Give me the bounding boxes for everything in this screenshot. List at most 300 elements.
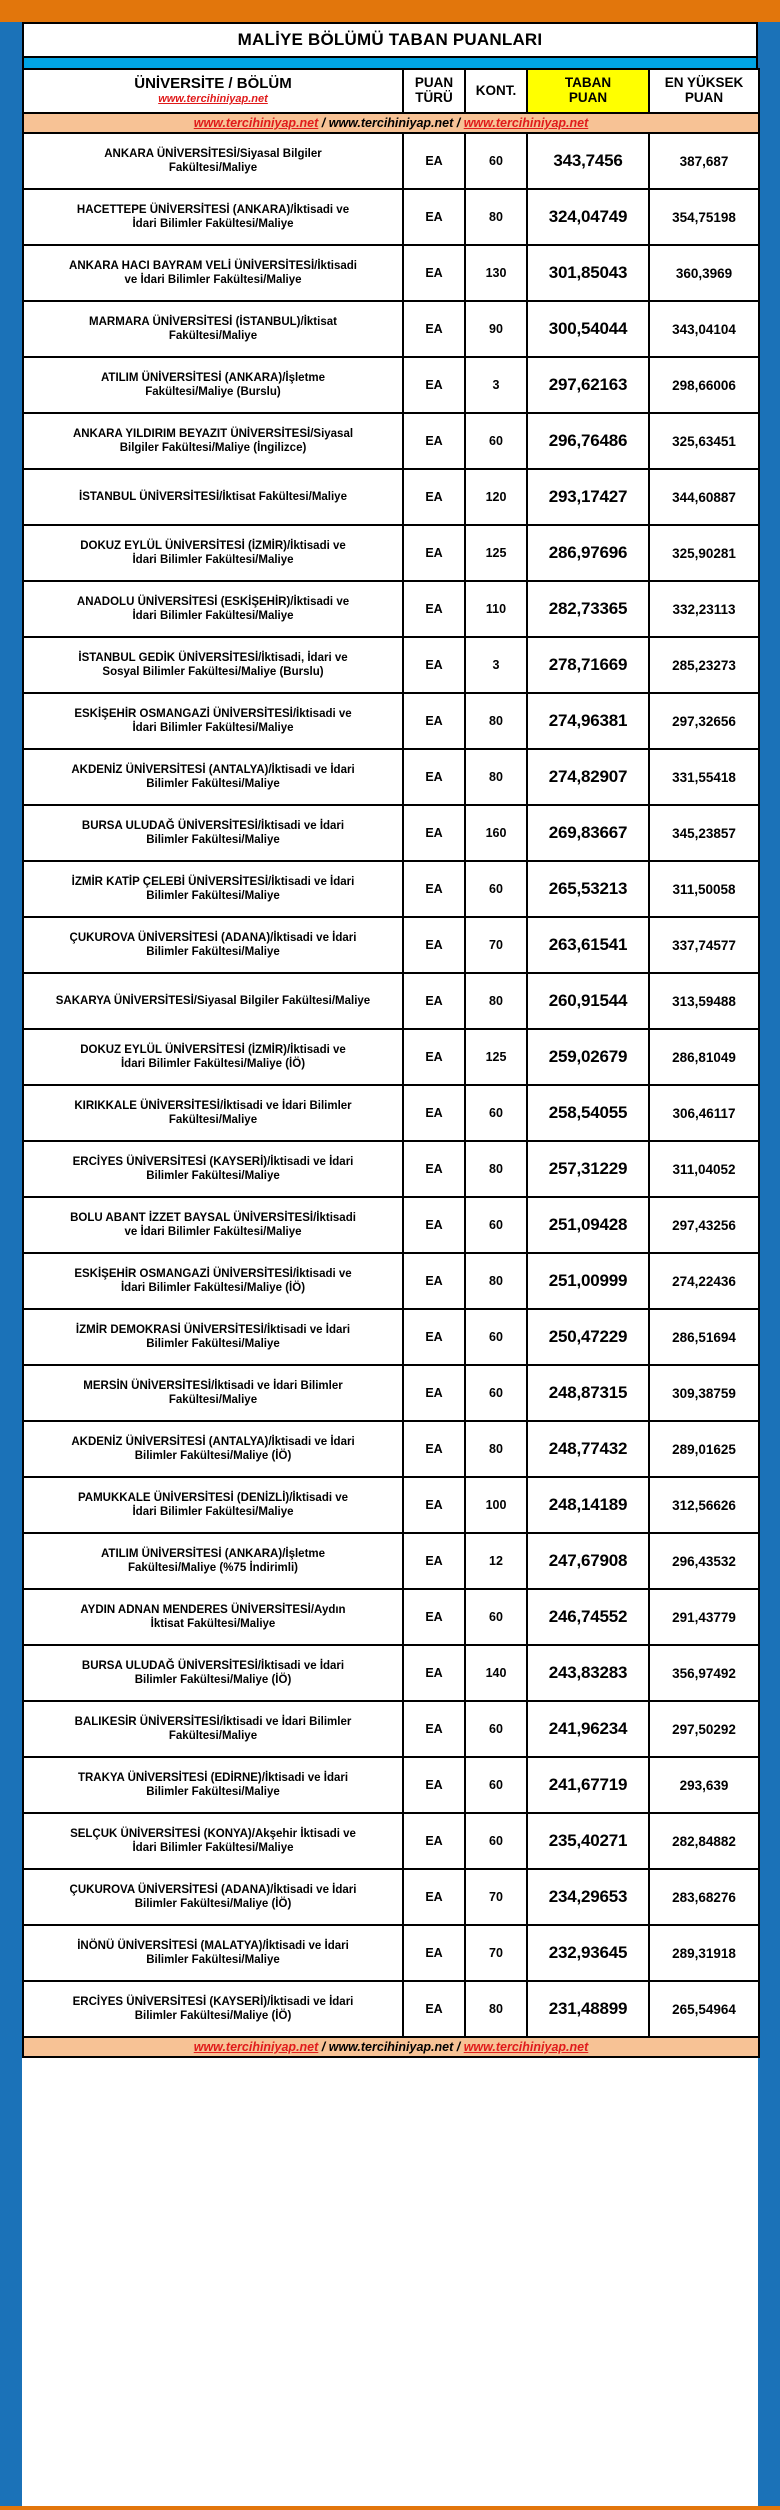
cell-score-type: EA xyxy=(403,917,465,973)
cell-min-score: 297,62163 xyxy=(527,357,649,413)
program-name-line-1: ATILIM ÜNİVERSİTESİ (ANKARA)/İşletme xyxy=(100,1547,326,1560)
cell-university-program xyxy=(23,1645,403,1701)
program-name-line-1: AYDIN ADNAN MENDERES ÜNİVERSİTESİ/Aydın xyxy=(80,1603,346,1616)
cell-quota: 3 xyxy=(465,637,527,693)
header-row xyxy=(23,69,759,113)
column-header-score-type xyxy=(403,69,465,113)
table-row[interactable] xyxy=(23,1813,759,1869)
table-row[interactable] xyxy=(23,693,759,749)
cell-quota: 60 xyxy=(465,861,527,917)
cell-quota: 80 xyxy=(465,189,527,245)
cell-max-score: 297,43256 xyxy=(649,1197,759,1253)
cell-university-program xyxy=(23,1309,403,1365)
cell-max-score: 296,43532 xyxy=(649,1533,759,1589)
cell-score-type: EA xyxy=(403,1421,465,1477)
cell-score-type: EA xyxy=(403,1701,465,1757)
cell-min-score: 248,87315 xyxy=(527,1365,649,1421)
table-row[interactable] xyxy=(23,861,759,917)
cell-score-type: EA xyxy=(403,1365,465,1421)
cell-score-type: EA xyxy=(403,189,465,245)
table-row[interactable] xyxy=(23,1757,759,1813)
program-name-line-1: KIRIKKALE ÜNİVERSİTESİ/İktisadi ve İdari Bilimler xyxy=(74,1099,352,1112)
cell-max-score: 360,3969 xyxy=(649,245,759,301)
column-header-university-label: ÜNİVERSİTE / BÖLÜM xyxy=(134,74,292,92)
cell-min-score: 257,31229 xyxy=(527,1141,649,1197)
cell-max-score: 291,43779 xyxy=(649,1589,759,1645)
cell-university-program xyxy=(23,973,403,1029)
cell-score-type: EA xyxy=(403,581,465,637)
cell-score-type: EA xyxy=(403,525,465,581)
table-row[interactable] xyxy=(23,357,759,413)
cell-min-score: 265,53213 xyxy=(527,861,649,917)
cell-quota: 120 xyxy=(465,469,527,525)
url-banner-row-top xyxy=(23,113,759,133)
program-name-line-1: HACETTEPE ÜNİVERSİTESİ (ANKARA)/İktisadi ve xyxy=(76,203,350,216)
cell-university-program xyxy=(23,189,403,245)
program-name-line-1: İZMİR KATİP ÇELEBİ ÜNİVERSİTESİ/İktisadi ve İdari xyxy=(71,875,355,888)
program-name-line-1: ANADOLU ÜNİVERSİTESİ (ESKİŞEHİR)/İktisadi ve xyxy=(76,595,350,608)
cell-quota: 80 xyxy=(465,1253,527,1309)
cell-score-type: EA xyxy=(403,1589,465,1645)
min-score-line2: PUAN xyxy=(568,90,608,105)
cell-max-score: 309,38759 xyxy=(649,1365,759,1421)
cell-max-score: 298,66006 xyxy=(649,357,759,413)
cell-university-program xyxy=(23,1813,403,1869)
cell-min-score: 343,7456 xyxy=(527,133,649,189)
cell-quota: 3 xyxy=(465,357,527,413)
cell-max-score: 325,63451 xyxy=(649,413,759,469)
cell-quota: 80 xyxy=(465,749,527,805)
table-row[interactable] xyxy=(23,1253,759,1309)
cell-university-program xyxy=(23,469,403,525)
cell-min-score: 251,09428 xyxy=(527,1197,649,1253)
cell-score-type: EA xyxy=(403,357,465,413)
program-name-line-1: SAKARYA ÜNİVERSİTESİ/Siyasal Bilgiler Fakültesi/Maliye xyxy=(55,994,371,1007)
program-name-line-2: Bilimler Fakültesi/Maliye (İÖ) xyxy=(134,1898,292,1910)
cell-score-type: EA xyxy=(403,1253,465,1309)
cell-score-type: EA xyxy=(403,1085,465,1141)
cell-min-score: 258,54055 xyxy=(527,1085,649,1141)
cell-score-type: EA xyxy=(403,1869,465,1925)
program-name-line-2: Fakültesi/Maliye xyxy=(168,162,258,174)
cell-university-program xyxy=(23,805,403,861)
cell-score-type: EA xyxy=(403,1813,465,1869)
program-name-line-1: İSTANBUL GEDİK ÜNİVERSİTESİ/İktisadi, İdari ve xyxy=(78,651,348,664)
table-row[interactable] xyxy=(23,1589,759,1645)
cell-min-score: 293,17427 xyxy=(527,469,649,525)
banner-url-2[interactable]: www.tercihiniyap.net xyxy=(328,2040,454,2054)
program-name-line-1: ERCİYES ÜNİVERSİTESİ (KAYSERİ)/İktisadi ve İdari xyxy=(72,1995,354,2008)
table-row[interactable] xyxy=(23,1365,759,1421)
cell-min-score: 241,96234 xyxy=(527,1701,649,1757)
cell-score-type: EA xyxy=(403,1477,465,1533)
cell-university-program xyxy=(23,1925,403,1981)
program-name-line-1: BURSA ULUDAĞ ÜNİVERSİTESİ/İktisadi ve İdari xyxy=(81,1659,345,1672)
cell-min-score: 300,54044 xyxy=(527,301,649,357)
cell-max-score: 311,50058 xyxy=(649,861,759,917)
table-row[interactable] xyxy=(23,189,759,245)
cell-quota: 60 xyxy=(465,1085,527,1141)
program-name-line-2: Bilimler Fakültesi/Maliye xyxy=(146,834,280,846)
cell-min-score: 248,14189 xyxy=(527,1477,649,1533)
cell-university-program xyxy=(23,1421,403,1477)
column-header-max-score xyxy=(649,69,759,113)
program-name-line-2: İdari Bilimler Fakültesi/Maliye xyxy=(132,554,294,566)
cell-quota: 60 xyxy=(465,1309,527,1365)
cell-quota: 60 xyxy=(465,1813,527,1869)
cell-university-program xyxy=(23,1757,403,1813)
program-name-line-1: BOLU ABANT İZZET BAYSAL ÜNİVERSİTESİ/İktisadi xyxy=(70,1211,356,1224)
page-title: MALİYE BÖLÜMÜ TABAN PUANLARI xyxy=(237,30,543,49)
score-type-line2: TÜRÜ xyxy=(415,90,453,105)
bottom-orange-band xyxy=(0,2506,780,2510)
program-name-line-2: Bilimler Fakültesi/Maliye xyxy=(146,1954,280,1966)
url-banner-row-bottom xyxy=(23,2037,759,2057)
table-row[interactable] xyxy=(23,1141,759,1197)
program-name-line-1: PAMUKKALE ÜNİVERSİTESİ (DENİZLİ)/İktisadi ve xyxy=(77,1491,349,1504)
cell-min-score: 274,82907 xyxy=(527,749,649,805)
program-name-line-1: BALIKESİR ÜNİVERSİTESİ/İktisadi ve İdari Bilimler xyxy=(74,1715,352,1728)
cell-quota: 12 xyxy=(465,1533,527,1589)
cell-university-program xyxy=(23,749,403,805)
table-row[interactable] xyxy=(23,581,759,637)
column-header-quota xyxy=(465,69,527,113)
cell-quota: 70 xyxy=(465,917,527,973)
cell-score-type: EA xyxy=(403,1029,465,1085)
table-row[interactable] xyxy=(23,637,759,693)
program-name-line-1: ANKARA ÜNİVERSİTESİ/Siyasal Bilgiler xyxy=(104,147,322,160)
cell-min-score: 282,73365 xyxy=(527,581,649,637)
cell-max-score: 337,74577 xyxy=(649,917,759,973)
cell-min-score: 274,96381 xyxy=(527,693,649,749)
cell-min-score: 232,93645 xyxy=(527,1925,649,1981)
scores-table xyxy=(22,68,760,2058)
cell-score-type: EA xyxy=(403,1925,465,1981)
program-name-line-1: DOKUZ EYLÜL ÜNİVERSİTESİ (İZMİR)/İktisadi ve xyxy=(80,539,346,552)
cell-min-score: 286,97696 xyxy=(527,525,649,581)
program-name-line-1: ANKARA YILDIRIM BEYAZIT ÜNİVERSİTESİ/Siyasal xyxy=(72,427,354,440)
cell-score-type: EA xyxy=(403,637,465,693)
banner-url-1[interactable]: www.tercihiniyap.net xyxy=(193,2040,319,2054)
cell-score-type: EA xyxy=(403,805,465,861)
table-row[interactable] xyxy=(23,133,759,189)
program-name-line-2: Bilimler Fakültesi/Maliye xyxy=(146,890,280,902)
table-row[interactable] xyxy=(23,1421,759,1477)
cell-min-score: 241,67719 xyxy=(527,1757,649,1813)
top-orange-band xyxy=(0,0,780,22)
cell-score-type: EA xyxy=(403,1141,465,1197)
cell-score-type: EA xyxy=(403,413,465,469)
left-blue-rail xyxy=(0,22,22,2510)
column-header-min-score xyxy=(527,69,649,113)
cell-university-program xyxy=(23,637,403,693)
program-name-line-2: Bilimler Fakültesi/Maliye (İÖ) xyxy=(134,2010,292,2022)
banner-url-3[interactable]: www.tercihiniyap.net xyxy=(463,2040,589,2054)
program-name-line-1: DOKUZ EYLÜL ÜNİVERSİTESİ (İZMİR)/İktisadi ve xyxy=(80,1043,346,1056)
cell-max-score: 332,23113 xyxy=(649,581,759,637)
cell-min-score: 243,83283 xyxy=(527,1645,649,1701)
program-name-line-2: Fakültesi/Maliye xyxy=(168,1730,258,1742)
program-name-line-1: BURSA ULUDAĞ ÜNİVERSİTESİ/İktisadi ve İdari xyxy=(81,819,345,832)
program-name-line-2: Sosyal Bilimler Fakültesi/Maliye (Burslu) xyxy=(102,666,324,678)
cell-min-score: 234,29653 xyxy=(527,1869,649,1925)
cell-quota: 60 xyxy=(465,1589,527,1645)
cell-quota: 60 xyxy=(465,413,527,469)
cell-university-program xyxy=(23,413,403,469)
program-name-line-1: ANKARA HACI BAYRAM VELİ ÜNİVERSİTESİ/İktisadi xyxy=(69,259,357,272)
cell-score-type: EA xyxy=(403,301,465,357)
cell-university-program xyxy=(23,1197,403,1253)
cell-score-type: EA xyxy=(403,133,465,189)
cell-max-score: 286,81049 xyxy=(649,1029,759,1085)
url-banner-cell[interactable] xyxy=(23,113,759,133)
cell-max-score: 306,46117 xyxy=(649,1085,759,1141)
program-name-line-1: TRAKYA ÜNİVERSİTESİ (EDİRNE)/İktisadi ve İdari xyxy=(77,1771,349,1784)
cell-min-score: 235,40271 xyxy=(527,1813,649,1869)
cell-quota: 80 xyxy=(465,1141,527,1197)
cell-university-program xyxy=(23,693,403,749)
cell-university-program xyxy=(23,1477,403,1533)
table-row[interactable] xyxy=(23,1309,759,1365)
cell-quota: 100 xyxy=(465,1477,527,1533)
program-name-line-2: Fakültesi/Maliye (%75 İndirimli) xyxy=(128,1562,298,1574)
right-blue-rail xyxy=(758,22,780,2510)
cell-min-score: 324,04749 xyxy=(527,189,649,245)
cell-quota: 70 xyxy=(465,1925,527,1981)
table-row[interactable] xyxy=(23,917,759,973)
cell-quota: 80 xyxy=(465,973,527,1029)
cell-min-score: 259,02679 xyxy=(527,1029,649,1085)
column-header-university xyxy=(23,69,403,113)
cell-quota: 80 xyxy=(465,1981,527,2037)
cell-score-type: EA xyxy=(403,861,465,917)
program-name-line-1: SELÇUK ÜNİVERSİTESİ (KONYA)/Akşehir İktisadi ve xyxy=(70,1827,356,1840)
cell-max-score: 331,55418 xyxy=(649,749,759,805)
table-row[interactable] xyxy=(23,1533,759,1589)
cell-min-score: 247,67908 xyxy=(527,1533,649,1589)
table-row[interactable] xyxy=(23,805,759,861)
program-name-line-1: ESKİŞEHİR OSMANGAZİ ÜNİVERSİTESİ/İktisadi ve xyxy=(74,707,352,720)
program-name-line-1: ATILIM ÜNİVERSİTESİ (ANKARA)/İşletme xyxy=(100,371,326,384)
program-name-line-1: İNÖNÜ ÜNİVERSİTESİ (MALATYA)/İktisadi ve İdari xyxy=(77,1939,349,1952)
cell-min-score: 301,85043 xyxy=(527,245,649,301)
cell-max-score: 311,04052 xyxy=(649,1141,759,1197)
cell-score-type: EA xyxy=(403,1645,465,1701)
cell-score-type: EA xyxy=(403,1981,465,2037)
cell-max-score: 325,90281 xyxy=(649,525,759,581)
cell-quota: 60 xyxy=(465,1757,527,1813)
cell-min-score: 246,74552 xyxy=(527,1589,649,1645)
cell-max-score: 356,97492 xyxy=(649,1645,759,1701)
cell-max-score: 345,23857 xyxy=(649,805,759,861)
cell-quota: 130 xyxy=(465,245,527,301)
program-name-line-2: İdari Bilimler Fakültesi/Maliye xyxy=(132,610,294,622)
cell-quota: 90 xyxy=(465,301,527,357)
cell-university-program xyxy=(23,1141,403,1197)
cell-score-type: EA xyxy=(403,1533,465,1589)
program-name-line-2: Fakültesi/Maliye xyxy=(168,330,258,342)
content-area xyxy=(22,22,758,2506)
table-row[interactable] xyxy=(23,1701,759,1757)
cell-university-program xyxy=(23,1701,403,1757)
cell-quota: 110 xyxy=(465,581,527,637)
table-row[interactable] xyxy=(23,1981,759,2037)
program-name-line-2: İdari Bilimler Fakültesi/Maliye (İÖ) xyxy=(120,1058,306,1070)
program-name-line-2: İdari Bilimler Fakültesi/Maliye xyxy=(132,1506,294,1518)
program-name-line-2: İdari Bilimler Fakültesi/Maliye xyxy=(132,722,294,734)
cell-university-program xyxy=(23,581,403,637)
program-name-line-2: Bilimler Fakültesi/Maliye xyxy=(146,1786,280,1798)
cell-university-program xyxy=(23,1365,403,1421)
banner-url-3[interactable]: www.tercihiniyap.net xyxy=(463,116,589,130)
program-name-line-2: Bilimler Fakültesi/Maliye xyxy=(146,1338,280,1350)
table-row[interactable] xyxy=(23,1869,759,1925)
table-row[interactable] xyxy=(23,469,759,525)
banner-url-2[interactable]: www.tercihiniyap.net xyxy=(328,116,454,130)
cell-university-program xyxy=(23,245,403,301)
cell-max-score: 344,60887 xyxy=(649,469,759,525)
cell-min-score: 260,91544 xyxy=(527,973,649,1029)
program-name-line-2: Bilimler Fakültesi/Maliye xyxy=(146,946,280,958)
table-body xyxy=(23,113,759,2057)
cell-max-score: 343,04104 xyxy=(649,301,759,357)
cell-score-type: EA xyxy=(403,693,465,749)
cell-max-score: 312,56626 xyxy=(649,1477,759,1533)
cell-max-score: 387,687 xyxy=(649,133,759,189)
program-name-line-1: İSTANBUL ÜNİVERSİTESİ/İktisat Fakültesi/Maliye xyxy=(79,490,347,503)
cell-max-score: 283,68276 xyxy=(649,1869,759,1925)
program-name-line-2: Bilimler Fakültesi/Maliye (İÖ) xyxy=(134,1450,292,1462)
cell-quota: 60 xyxy=(465,1365,527,1421)
cyan-divider-strip xyxy=(22,56,758,68)
table-row[interactable] xyxy=(23,1645,759,1701)
table-row[interactable] xyxy=(23,1925,759,1981)
cell-quota: 60 xyxy=(465,133,527,189)
cell-max-score: 293,639 xyxy=(649,1757,759,1813)
program-name-line-2: Bilimler Fakültesi/Maliye xyxy=(146,778,280,790)
cell-university-program xyxy=(23,1589,403,1645)
cell-quota: 125 xyxy=(465,525,527,581)
cell-max-score: 286,51694 xyxy=(649,1309,759,1365)
cell-score-type: EA xyxy=(403,1309,465,1365)
program-name-line-1: ÇUKUROVA ÜNİVERSİTESİ (ADANA)/İktisadi ve İdari xyxy=(69,1883,357,1896)
table-row[interactable] xyxy=(23,1085,759,1141)
header-site-url[interactable]: www.tercihiniyap.net xyxy=(158,93,268,106)
cell-quota: 80 xyxy=(465,1421,527,1477)
cell-quota: 80 xyxy=(465,693,527,749)
program-name-line-1: ERCİYES ÜNİVERSİTESİ (KAYSERİ)/İktisadi ve İdari xyxy=(72,1155,354,1168)
program-name-line-2: Bilgiler Fakültesi/Maliye (İngilizce) xyxy=(119,442,307,454)
cell-university-program xyxy=(23,1253,403,1309)
cell-max-score: 274,22436 xyxy=(649,1253,759,1309)
banner-url-1[interactable]: www.tercihiniyap.net xyxy=(193,116,319,130)
cell-max-score: 289,01625 xyxy=(649,1421,759,1477)
table-row[interactable] xyxy=(23,245,759,301)
cell-min-score: 248,77432 xyxy=(527,1421,649,1477)
cell-min-score: 269,83667 xyxy=(527,805,649,861)
program-name-line-1: ÇUKUROVA ÜNİVERSİTESİ (ADANA)/İktisadi ve İdari xyxy=(69,931,357,944)
cell-university-program xyxy=(23,133,403,189)
table-row[interactable] xyxy=(23,301,759,357)
program-name-line-2: İdari Bilimler Fakültesi/Maliye xyxy=(132,1842,294,1854)
cell-quota: 70 xyxy=(465,1869,527,1925)
cell-university-program xyxy=(23,357,403,413)
program-name-line-1: İZMİR DEMOKRASİ ÜNİVERSİTESİ/İktisadi ve İdari xyxy=(75,1323,351,1336)
cell-quota: 60 xyxy=(465,1701,527,1757)
min-score-line1: TABAN xyxy=(564,75,612,91)
cell-score-type: EA xyxy=(403,749,465,805)
program-name-line-2: İktisat Fakültesi/Maliye xyxy=(150,1618,276,1630)
cell-university-program xyxy=(23,525,403,581)
cell-min-score: 251,00999 xyxy=(527,1253,649,1309)
program-name-line-2: Fakültesi/Maliye xyxy=(168,1394,258,1406)
cell-university-program xyxy=(23,1029,403,1085)
program-name-line-2: İdari Bilimler Fakültesi/Maliye (İÖ) xyxy=(120,1282,306,1294)
cell-quota: 140 xyxy=(465,1645,527,1701)
cell-university-program xyxy=(23,861,403,917)
banner-separator-1: / xyxy=(318,116,329,130)
cell-min-score: 296,76486 xyxy=(527,413,649,469)
banner-separator-2: / xyxy=(453,2040,464,2054)
table-row[interactable] xyxy=(23,413,759,469)
cell-min-score: 278,71669 xyxy=(527,637,649,693)
cell-university-program xyxy=(23,1869,403,1925)
program-name-line-1: MARMARA ÜNİVERSİTESİ (İSTANBUL)/İktisat xyxy=(89,315,337,328)
program-name-line-2: ve İdari Bilimler Fakültesi/Maliye xyxy=(124,1226,302,1238)
table-row[interactable] xyxy=(23,973,759,1029)
table-row[interactable] xyxy=(23,1197,759,1253)
banner-separator-2: / xyxy=(453,116,464,130)
cell-university-program xyxy=(23,301,403,357)
program-name-line-2: ve İdari Bilimler Fakültesi/Maliye xyxy=(124,274,302,286)
cell-score-type: EA xyxy=(403,1197,465,1253)
cell-max-score: 297,50292 xyxy=(649,1701,759,1757)
program-name-line-1: MERSİN ÜNİVERSİTESİ/İktisadi ve İdari Bilimler xyxy=(83,1379,343,1392)
table-row[interactable] xyxy=(23,1477,759,1533)
cell-min-score: 250,47229 xyxy=(527,1309,649,1365)
table-header xyxy=(23,69,759,113)
table-row[interactable] xyxy=(23,749,759,805)
score-type-line1: PUAN xyxy=(414,75,454,91)
cell-quota: 60 xyxy=(465,1197,527,1253)
program-name-line-2: Fakültesi/Maliye (Burslu) xyxy=(145,386,281,398)
cell-max-score: 297,32656 xyxy=(649,693,759,749)
table-row[interactable] xyxy=(23,1029,759,1085)
cell-university-program xyxy=(23,1085,403,1141)
program-name-line-2: Bilimler Fakültesi/Maliye (İÖ) xyxy=(134,1674,292,1686)
cell-quota: 160 xyxy=(465,805,527,861)
cell-score-type: EA xyxy=(403,469,465,525)
cell-score-type: EA xyxy=(403,973,465,1029)
table-row[interactable] xyxy=(23,525,759,581)
cell-max-score: 313,59488 xyxy=(649,973,759,1029)
cell-university-program xyxy=(23,1533,403,1589)
banner-separator-1: / xyxy=(318,2040,329,2054)
url-banner-cell[interactable] xyxy=(23,2037,759,2057)
program-name-line-1: AKDENİZ ÜNİVERSİTESİ (ANTALYA)/İktisadi ve İdari xyxy=(71,763,355,776)
cell-min-score: 231,48899 xyxy=(527,1981,649,2037)
max-score-line2: PUAN xyxy=(684,90,724,105)
cell-max-score: 282,84882 xyxy=(649,1813,759,1869)
cell-score-type: EA xyxy=(403,1757,465,1813)
program-name-line-2: Bilimler Fakültesi/Maliye xyxy=(146,1170,280,1182)
cell-score-type: EA xyxy=(403,245,465,301)
cell-university-program xyxy=(23,917,403,973)
quota-label: KONT. xyxy=(475,82,517,98)
cell-max-score: 285,23273 xyxy=(649,637,759,693)
cell-max-score: 354,75198 xyxy=(649,189,759,245)
cell-university-program xyxy=(23,1981,403,2037)
